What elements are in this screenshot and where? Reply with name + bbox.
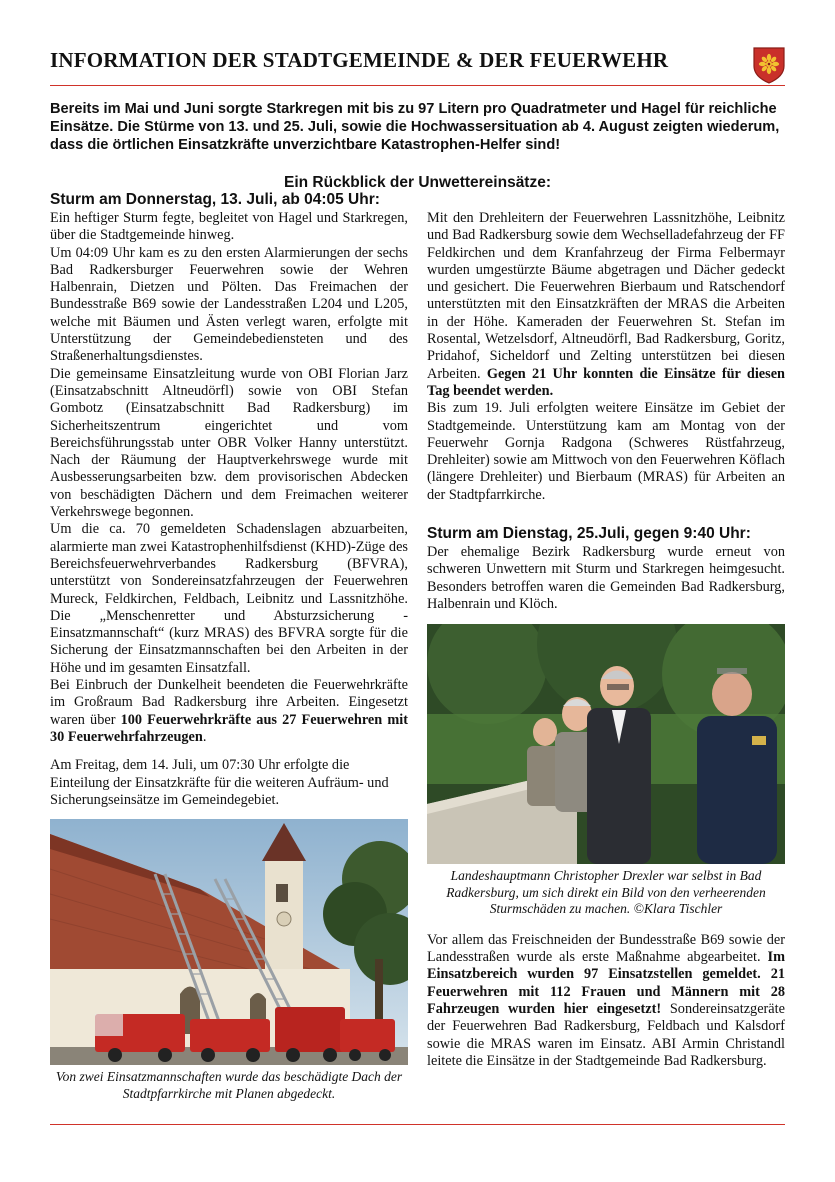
storm1-paragraph: Bis zum 19. Juli erfolgten weitere Einsätze im Gebiet der Stadtgemeinde. Unterstützung kam am Montag von der Feuerwehr Gornja Radgona (Schweres Rüstfahrzeug, Drehleiter) sowie am Mittwoch von den Feuerwehren Köflach (längere Drehleiter) und Bierbaum (MRAS) für Arbeiten an der Stadtpfarrkirche. [427,400,785,503]
storm1-paragraph: Um 04:09 Uhr kam es zu den ersten Alarmierungen der sechs Bad Radkersburger Feuerwehren sowie der Wehren Halbenrain, Dietzen und Pölten. Das Freimachen der Bundesstraße B69 sowie der Landesstraßen L204 und L205, welche mit Bäumen und Ästen verlegt waren, erfolgte mit Unterstützung der Gemeindebediensteten und des Straßenerhaltungsdienstes. [50,244,408,365]
governor-visit-image [427,624,785,864]
storm1-paragraph [50,677,408,746]
storm2-heading: Sturm am Dienstag, 25.Juli, gegen 9:40 Uhr: [427,525,751,543]
coat-of-arms-icon [752,46,786,84]
header-divider [50,85,785,86]
storm1-heading: Sturm am Donnerstag, 13. Juli, ab 04:05 Uhr: [50,191,380,208]
photo-caption: Landeshauptmann Christopher Drexler war selbst in Bad Radkersburg, um sich direkt ein Bild von den verheerenden Sturmschäden zu machen. ©Klara Tischler [446,868,766,917]
section-gap [427,918,785,932]
text-run: Vor allem das Freischneiden der Bundesstraße B69 sowie der Landesstraßen wurde als erste Maßnahme abgearbeitet. [427,931,785,966]
church-roof-photo [50,819,408,1065]
church-roof-image [50,819,408,1065]
paragraph-gap [50,746,408,757]
footer-divider [50,1124,785,1125]
photo-caption: Von zwei Einsatzmannschaften wurde das beschädigte Dach der Stadtpfarrkirche mit Planen abgedeckt. [55,1069,403,1101]
section-heading: Ein Rückblick der Unwettereinsätze: [283,174,552,191]
governor-visit-photo [427,624,785,864]
storm1-paragraph: Um die ca. 70 gemeldeten Schadenslagen abzuarbeiten, alarmierte man zwei Katastrophenhilfsdienst (KHD)-Züge des Bereichsfeuerwehrverbandes Radkersburg (BFVRA), unterstützt von Sondereinsatzfahrzeugen der Feuerwehren Mureck, Feldkirchen, Feldbach, Leibnitz und Lassnitzhöhe. Die „Menschenretter und Absturzsicherung - Einsatzmannschaft“ (kurz MRAS) des BFVRA sorgte für die Sicherung der Einsatzmannschaften bei den Arbeiten in der Höhe und im gesamten Einsatzfall. [50,521,408,676]
storm1-paragraph [427,210,785,400]
bold-text-run: Gegen 21 Uhr konnten die Einsätze für diesen Tag beendet werden. [427,365,785,399]
storm2-paragraph [427,932,785,1070]
storm1-paragraph: Am Freitag, dem 14. Juli, um 07:30 Uhr erfolgte die Einteilung der Einsatzkräfte für die weiteren Aufräum- und Sicherungseinsätze im Gemeindegebiet. [50,757,389,808]
text-run: Mit den Drehleitern der Feuerwehren Lassnitzhöhe, Leibnitz und Bad Radkersburg sowie dem Wechselladefahrzeug der FF Feldkirchen und dem Kranfahrzeug der Firma Felbermayr wurden umgestürzte Bäume abgetragen und Dächer gedeckt und gesichert. Die Feuerwehren Bierbaum und Ratschendorf unterstützten mit den Einsatzkräften der MRAS die Arbeiten in der Höhe. Kameraden der Feuerwehren St. Stefan im Rosental, Wetzelsdorf, Altneudörfl, Bad Radkersburg, Goritz, Pridahof, Sicheldorf und Zelting unterstützen bei diesen Arbeiten. [427,210,785,382]
storm1-paragraph: Ein heftiger Sturm fegte, begleitet von Hagel und Starkregen, über die Stadtgemeinde hinweg. [50,210,408,244]
text-run: Sondereinsatzgeräte der Feuerwehren Bad Radkersburg, Feldbach und Kalsdorf sowie die MRAS waren im Einsatz. ABI Armin Christandl leitete die Einsätze in der Stadtgemeinde Bad Radkersburg. [427,1000,785,1069]
text-run: Bei Einbruch der Dunkelheit beendeten die Feuerwehrkräfte im Großraum Bad Radkersburg ihre Arbeiten. Eingesetzt waren über [50,677,408,728]
storm2-paragraph: Der ehemalige Bezirk Radkersburg wurde erneut von schweren Unwettern mit Sturm und Starkregen heimgesucht. Besonders betroffen waren die Gemeinden Bad Radkersburg, Halbenrain und Klöch. [427,544,785,612]
right-column [427,210,785,1070]
section-gap [427,504,785,524]
bold-text-run: Im Einsatzbereich wurden 97 Einsatzstellen gemeldet. 21 Feuerwehren mit 112 Frauen und Männern mit 28 Fahrzeugen wurden hier eingesetzt! [427,949,785,1017]
page-title: INFORMATION DER STADTGEMEINDE & DER FEUERWEHR [50,48,669,72]
intro-paragraph: Bereits im Mai und Juni sorgte Starkregen mit bis zu 97 Litern pro Quadratmeter und Hagel für reichliche Einsätze. Die Stürme von 13. und 25. Juli, sowie die Hochwassersituation ab 4. August zeigten wiederum, dass die örtlichen Einsatzkräfte unverzichtbare Katastrophen-Helfer sind! [50,101,780,153]
storm1-paragraph: Die gemeinsame Einsatzleitung wurde von OBI Florian Jarz (Einsatzabschnitt Altneudörfl) sowie von OBI Stefan Gombotz (Einsatzabschnitt Bad Radkersburg) im Sicherheitszentrum eingerichtet und vom Bereichsführungsstab unter OBR Volker Hanny unterstützt. Nach der Räumung der Hauptverkehrswege wurde mit Ausbesserungsarbeiten bzw. dem provisorischen Abdecken von beschädigten Dächern und dem Freimachen weiterer Verkehrswege begonnen. [50,365,408,521]
bold-text-run: 100 Feuerwehrkräfte aus 27 Feuerwehren mit 30 Feuerwehrfahrzeugen [50,711,408,745]
left-column [50,190,408,1102]
text-run: . [202,728,207,745]
